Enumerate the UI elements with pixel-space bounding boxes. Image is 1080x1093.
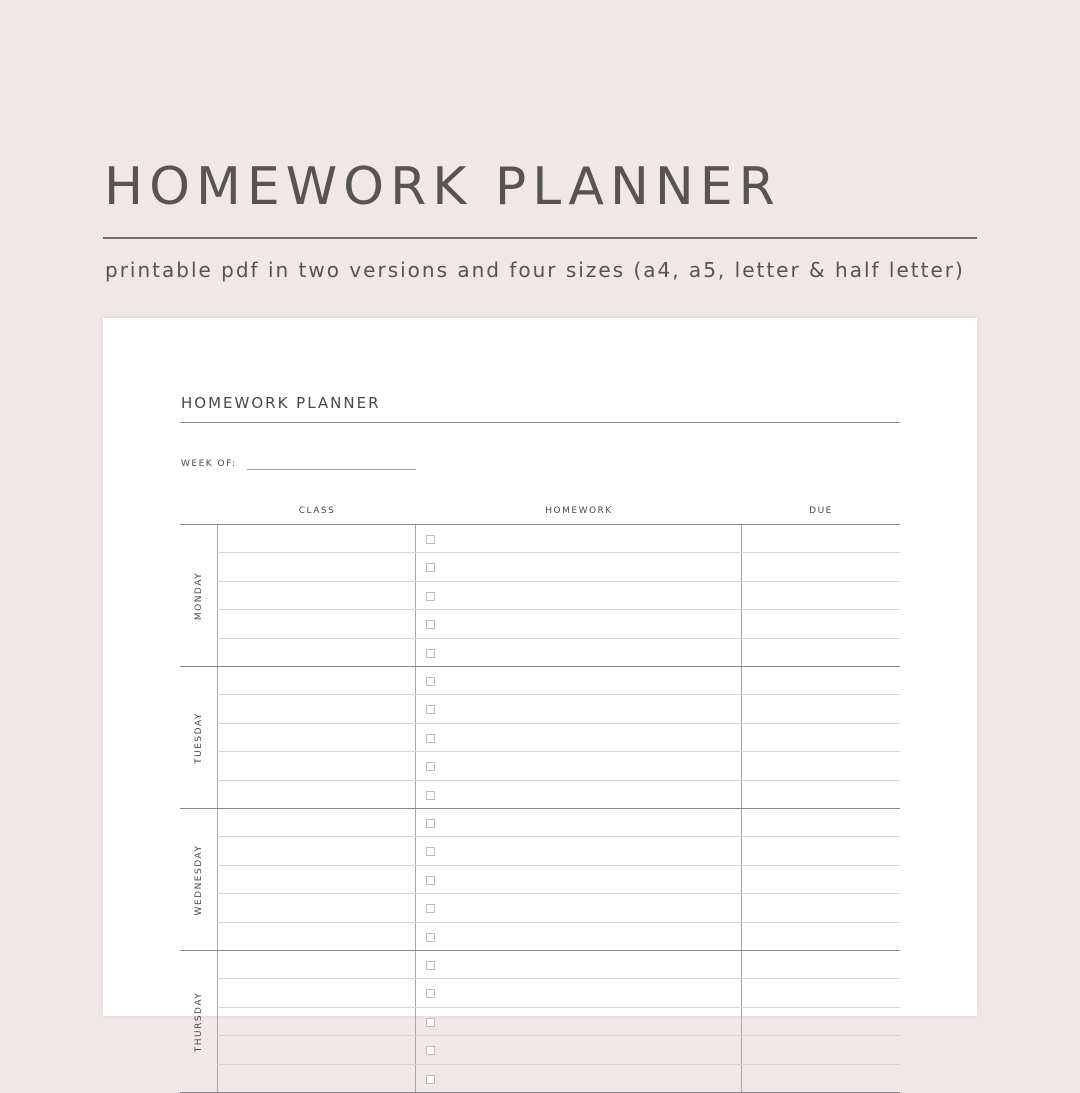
table-row [217, 923, 900, 950]
class-cell[interactable] [217, 1065, 416, 1092]
table-row [217, 951, 900, 979]
due-cell[interactable] [742, 525, 900, 552]
day-label-cell [180, 951, 218, 1092]
due-cell[interactable] [742, 809, 900, 836]
sheet-title: HOMEWORK PLANNER [181, 394, 381, 412]
checkbox-icon[interactable] [426, 762, 435, 771]
column-header-homework: HOMEWORK [545, 506, 613, 516]
checkbox-icon[interactable] [426, 847, 435, 856]
due-cell[interactable] [742, 639, 900, 666]
table-row [217, 724, 900, 752]
day-block-tuesday [180, 667, 900, 809]
table-row [217, 610, 900, 638]
table-row [217, 695, 900, 723]
homework-cell[interactable] [416, 724, 742, 751]
checkbox-icon[interactable] [426, 649, 435, 658]
checkbox-icon[interactable] [426, 961, 435, 970]
table-row [217, 639, 900, 666]
table-row [217, 752, 900, 780]
table-row [217, 809, 900, 837]
homework-cell[interactable] [416, 752, 742, 779]
homework-cell[interactable] [416, 582, 742, 609]
table-row [217, 894, 900, 922]
day-label: MONDAY [193, 571, 204, 620]
homework-cell[interactable] [416, 667, 742, 694]
checkbox-icon[interactable] [426, 705, 435, 714]
table-row [217, 1065, 900, 1092]
homework-cell[interactable] [416, 979, 742, 1006]
day-label: THURSDAY [193, 991, 204, 1052]
table-row [217, 837, 900, 865]
class-cell[interactable] [217, 667, 416, 694]
due-cell[interactable] [742, 894, 900, 921]
class-cell[interactable] [217, 553, 416, 580]
due-cell[interactable] [742, 695, 900, 722]
homework-cell[interactable] [416, 866, 742, 893]
due-cell[interactable] [742, 951, 900, 978]
due-cell[interactable] [742, 866, 900, 893]
checkbox-icon[interactable] [426, 677, 435, 686]
checkbox-icon[interactable] [426, 791, 435, 800]
due-cell[interactable] [742, 582, 900, 609]
sheet-title-divider [180, 422, 900, 423]
due-cell[interactable] [742, 837, 900, 864]
class-cell[interactable] [217, 695, 416, 722]
day-block-monday [180, 525, 900, 667]
homework-cell[interactable] [416, 639, 742, 666]
due-cell[interactable] [742, 1008, 900, 1035]
week-of-line [247, 469, 416, 470]
due-cell[interactable] [742, 1036, 900, 1063]
class-cell[interactable] [217, 951, 416, 978]
class-cell[interactable] [217, 809, 416, 836]
due-cell[interactable] [742, 553, 900, 580]
homework-cell[interactable] [416, 894, 742, 921]
due-cell[interactable] [742, 724, 900, 751]
due-cell[interactable] [742, 610, 900, 637]
class-cell[interactable] [217, 979, 416, 1006]
due-cell[interactable] [742, 752, 900, 779]
table-row [217, 979, 900, 1007]
class-cell[interactable] [217, 837, 416, 864]
week-of-label: WEEK OF: [181, 459, 237, 469]
checkbox-icon[interactable] [426, 904, 435, 913]
table-row [217, 553, 900, 581]
day-block-wednesday [180, 809, 900, 951]
table-row [217, 781, 900, 808]
class-cell[interactable] [217, 724, 416, 751]
homework-cell[interactable] [416, 809, 742, 836]
homework-cell[interactable] [416, 1065, 742, 1092]
column-header-class: CLASS [298, 506, 336, 516]
homework-cell[interactable] [416, 837, 742, 864]
class-cell[interactable] [217, 894, 416, 921]
class-cell[interactable] [217, 639, 416, 666]
day-label: TUESDAY [193, 711, 204, 764]
class-cell[interactable] [217, 610, 416, 637]
checkbox-icon[interactable] [426, 592, 435, 601]
checkbox-icon[interactable] [426, 933, 435, 942]
class-cell[interactable] [217, 923, 416, 950]
hero-divider [103, 237, 977, 239]
planner-sheet [103, 318, 977, 1052]
homework-cell[interactable] [416, 610, 742, 637]
class-cell[interactable] [217, 525, 416, 552]
homework-cell[interactable] [416, 525, 742, 552]
table-row [217, 1008, 900, 1036]
table-row [217, 582, 900, 610]
day-label-cell [180, 809, 218, 950]
table-row [217, 667, 900, 695]
checkbox-icon[interactable] [426, 819, 435, 828]
homework-cell[interactable] [416, 951, 742, 978]
class-cell[interactable] [217, 781, 416, 808]
due-cell[interactable] [742, 979, 900, 1006]
table-row [217, 525, 900, 553]
class-cell[interactable] [217, 582, 416, 609]
homework-cell[interactable] [416, 1008, 742, 1035]
homework-cell[interactable] [416, 1036, 742, 1063]
due-cell[interactable] [742, 667, 900, 694]
due-cell[interactable] [742, 923, 900, 950]
checkbox-icon[interactable] [426, 535, 435, 544]
homework-cell[interactable] [416, 923, 742, 950]
day-label: WEDNESDAY [193, 844, 204, 915]
class-cell[interactable] [217, 1036, 416, 1063]
homework-cell[interactable] [416, 781, 742, 808]
hero-title: HOMEWORK PLANNER [104, 157, 781, 217]
checkbox-icon[interactable] [426, 734, 435, 743]
checkbox-icon[interactable] [426, 1075, 435, 1084]
day-label-cell [180, 525, 218, 666]
table-row [217, 1036, 900, 1064]
class-cell[interactable] [217, 752, 416, 779]
due-cell[interactable] [742, 1065, 900, 1092]
class-cell[interactable] [217, 1008, 416, 1035]
checkbox-icon[interactable] [426, 620, 435, 629]
homework-cell[interactable] [416, 695, 742, 722]
checkbox-icon[interactable] [426, 989, 435, 998]
checkbox-icon[interactable] [426, 876, 435, 885]
class-cell[interactable] [217, 866, 416, 893]
day-label-cell [180, 667, 218, 808]
day-block-thursday [180, 951, 900, 1093]
checkbox-icon[interactable] [426, 563, 435, 572]
checkbox-icon[interactable] [426, 1046, 435, 1055]
homework-cell[interactable] [416, 553, 742, 580]
due-cell[interactable] [742, 781, 900, 808]
table-row [217, 866, 900, 894]
checkbox-icon[interactable] [426, 1018, 435, 1027]
column-header-due: DUE [809, 506, 833, 516]
hero-subtitle: printable pdf in two versions and four sizes (a4, a5, letter & half letter) [105, 258, 965, 282]
